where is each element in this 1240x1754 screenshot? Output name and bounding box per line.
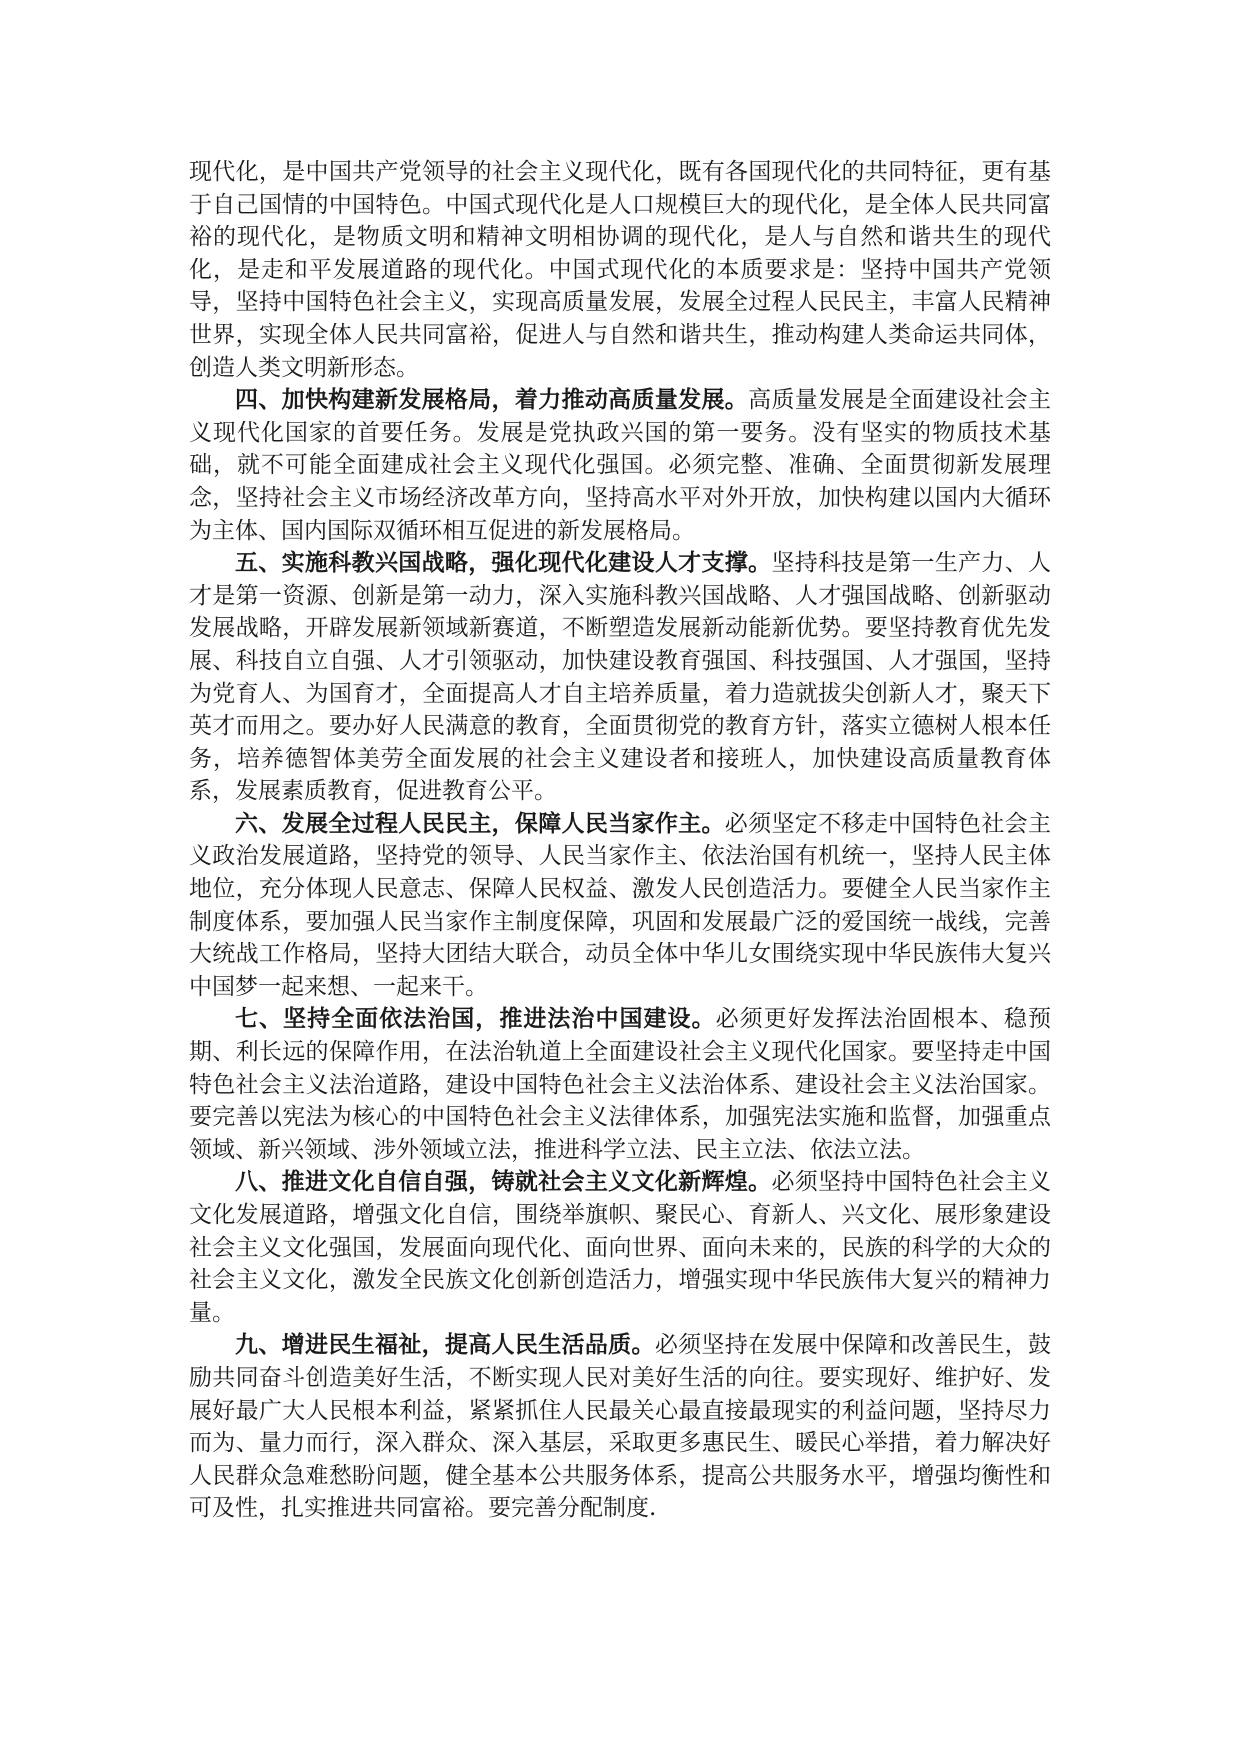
document-page (189, 156, 1051, 1525)
paragraph-heading: 七、坚持全面依法治国，推进法治中国建设。 (235, 1005, 716, 1033)
paragraph-heading: 九、增进民生福祉，提高人民生活品质。 (235, 1331, 655, 1359)
paragraph-section-9 (189, 1329, 1051, 1525)
paragraph-body: 必须更好发挥法治固根本、稳预期、利长远的保障作用，在法治轨道上全面建设社会主义现代化国家。要坚持走中国特色社会主义法治道路，建设中国特色社会主义法治体系、建设社会主义法治国家。要完善以宪法为核心的中国特色社会主义法律体系，加强宪法实施和监督，加强重点领域、新兴领域、涉外领域立法，推进科学立法、民主立法、依法立法。 (189, 1006, 1052, 1163)
paragraph-section-6 (189, 808, 1051, 1004)
paragraph-continuation (189, 156, 1051, 384)
paragraph-section-7 (189, 1003, 1051, 1166)
paragraph-section-5 (189, 547, 1051, 808)
paragraph-body: 现代化，是中国共产党领导的社会主义现代化，既有各国现代化的共同特征，更有基于自己国情的中国特色。中国式现代化是人口规模巨大的现代化，是全体人民共同富裕的现代化，是物质文明和精神文明相协调的现代化，是人与自然和谐共生的现代化，是走和平发展道路的现代化。中国式现代化的本质要求是：坚持中国共产党领导，坚持中国特色社会主义，实现高质量发展，发展全过程人民民主，丰富人民精神世界，实现全体人民共同富裕，促进人与自然和谐共生，推动构建人类命运共同体，创造人类文明新形态。 (189, 159, 1051, 381)
paragraph-heading: 四、加快构建新发展格局，着力推动高质量发展。 (235, 386, 749, 414)
paragraph-body: 必须坚持在发展中保障和改善民生，鼓励共同奋斗创造美好生活，不断实现人民对美好生活的向往。要实现好、维护好、发展好最广大人民根本利益，紧紧抓住人民最关心最直接最现实的利益问题，坚持尽力而为、量力而行，深入群众、深入基层，采取更多惠民生、暖民心举措，着力解决好人民群众急难愁盼问题，健全基本公共服务体系，提高公共服务水平，增强均衡性和可及性，扎实推进共同富裕。要完善分配制度. (189, 1332, 1052, 1522)
paragraph-section-4 (189, 384, 1051, 547)
paragraph-body: 高质量发展是全面建设社会主义现代化国家的首要任务。发展是党执政兴国的第一要务。没有坚实的物质技术基础，就不可能全面建成社会主义现代化强国。必须完整、准确、全面贯彻新发展理念，坚持社会主义市场经济改革方向，坚持高水平对外开放，加快构建以国内大循环为主体、国内国际双循环相互促进的新发展格局。 (189, 387, 1052, 544)
paragraph-body: 坚持科技是第一生产力、人才是第一资源、创新是第一动力，深入实施科教兴国战略、人才强国战略、创新驱动发展战略，开辟发展新领域新赛道，不断塑造发展新动能新优势。要坚持教育优先发展、科技自立自强、人才引领驱动，加快建设教育强国、科技强国、人才强国，坚持为党育人、为国育才，全面提高人才自主培养质量，着力造就拔尖创新人才，聚天下英才而用之。要办好人民满意的教育，全面贯彻党的教育方针，落实立德树人根本任务，培养德智体美劳全面发展的社会主义建设者和接班人，加快建设高质量教育体系，发展素质教育，促进教育公平。 (189, 550, 1052, 805)
paragraph-heading: 五、实施科教兴国战略，强化现代化建设人才支撑。 (235, 549, 772, 577)
paragraph-body: 必须坚定不移走中国特色社会主义政治发展道路，坚持党的领导、人民当家作主、依法治国有机统一，坚持人民主体地位，充分体现人民意志、保障人民权益、激发人民创造活力。要健全人民当家作主制度体系，要加强人民当家作主制度保障，巩固和发展最广泛的爱国统一战线，完善大统战工作格局，坚持大团结大联合，动员全体中华儿女围绕实现中华民族伟大复兴中国梦一起来想、一起来干。 (189, 810, 1052, 1000)
paragraph-body: 必须坚持中国特色社会主义文化发展道路，增强文化自信，围绕举旗帜、聚民心、育新人、兴文化、展形象建设社会主义文化强国，发展面向现代化、面向世界、面向未来的，民族的科学的大众的社会主义文化，激发全民族文化创新创造活力，增强实现中华民族伟大复兴的精神力量。 (189, 1169, 1052, 1326)
paragraph-heading: 八、推进文化自信自强，铸就社会主义文化新辉煌。 (235, 1168, 772, 1196)
paragraph-heading: 六、发展全过程人民民主，保障人民当家作主。 (235, 809, 725, 837)
paragraph-section-8 (189, 1166, 1051, 1329)
